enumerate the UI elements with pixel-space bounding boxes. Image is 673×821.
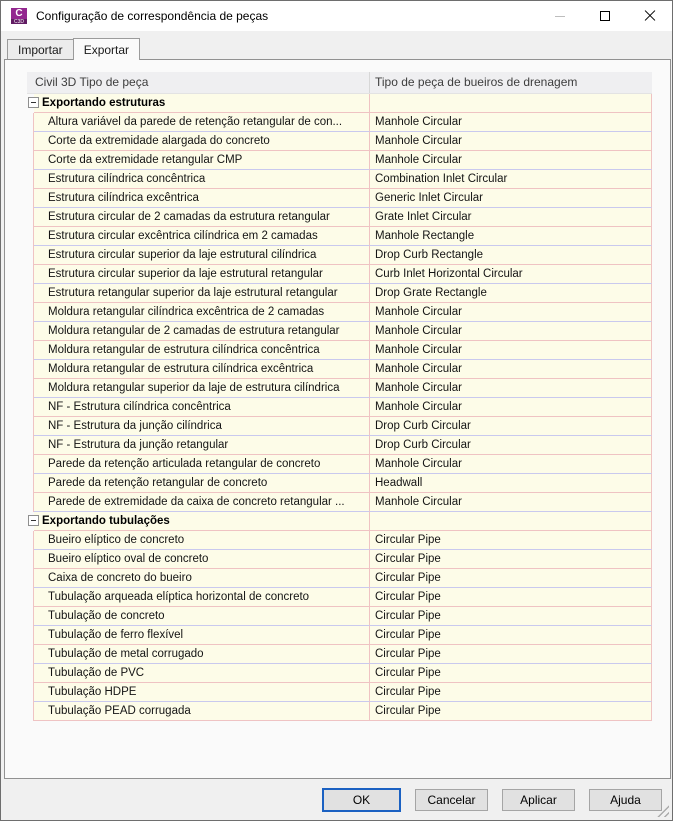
row-gutter: [27, 436, 34, 455]
part-row[interactable]: [27, 227, 652, 246]
group-label-cell: Exportando estruturas: [34, 94, 370, 113]
part-row[interactable]: [27, 569, 652, 588]
part-cell[interactable]: Parede da retenção retangular de concreto: [34, 474, 370, 493]
type-cell[interactable]: Manhole Circular: [370, 398, 652, 417]
type-cell[interactable]: Circular Pipe: [370, 626, 652, 645]
group-row[interactable]: [27, 512, 652, 531]
type-cell[interactable]: Circular Pipe: [370, 607, 652, 626]
collapse-toggle-icon[interactable]: [28, 515, 39, 526]
window-title: Configuração de correspondência de peças: [36, 9, 269, 23]
column-header-civil3d-part-type[interactable]: Civil 3D Tipo de peça: [27, 72, 370, 93]
close-icon: [644, 10, 656, 22]
row-gutter: [27, 664, 34, 683]
part-row[interactable]: [27, 322, 652, 341]
row-gutter: [27, 132, 34, 151]
row-gutter: [27, 683, 34, 702]
part-row[interactable]: [27, 417, 652, 436]
row-gutter: [27, 322, 34, 341]
group-row[interactable]: [27, 94, 652, 113]
part-row[interactable]: [27, 607, 652, 626]
row-gutter: [27, 151, 34, 170]
part-row[interactable]: [27, 531, 652, 550]
part-cell[interactable]: Moldura retangular de 2 camadas de estrutura retangular: [34, 322, 370, 341]
part-cell[interactable]: Tubulação de metal corrugado: [34, 645, 370, 664]
civil3d-app-icon: [11, 8, 27, 24]
type-cell[interactable]: Circular Pipe: [370, 569, 652, 588]
grid-body: [27, 94, 652, 721]
part-row[interactable]: [27, 132, 652, 151]
collapse-toggle-icon[interactable]: [28, 97, 39, 108]
type-cell[interactable]: Circular Pipe: [370, 588, 652, 607]
part-row[interactable]: [27, 398, 652, 417]
type-cell[interactable]: Drop Curb Circular: [370, 436, 652, 455]
part-row[interactable]: [27, 246, 652, 265]
tab-importar[interactable]: Importar: [7, 39, 74, 59]
type-cell[interactable]: Manhole Circular: [370, 303, 652, 322]
row-gutter: [27, 360, 34, 379]
row-gutter: [27, 170, 34, 189]
type-cell[interactable]: Drop Curb Circular: [370, 417, 652, 436]
dialog-footer: [1, 780, 672, 820]
grid-header: [27, 72, 652, 94]
part-cell[interactable]: Tubulação de concreto: [34, 607, 370, 626]
part-row[interactable]: [27, 189, 652, 208]
row-gutter: [27, 284, 34, 303]
group-empty-cell: [370, 94, 652, 113]
minimize-icon: [555, 16, 565, 17]
row-gutter: [27, 474, 34, 493]
tab-exportar[interactable]: Exportar: [73, 38, 140, 60]
part-cell[interactable]: Parede da retenção articulada retangular de concreto: [34, 455, 370, 474]
row-gutter: [27, 645, 34, 664]
part-cell[interactable]: Parede de extremidade da caixa de concreto retangular ...: [34, 493, 370, 512]
part-cell[interactable]: Moldura retangular cilíndrica excêntrica de 2 camadas: [34, 303, 370, 322]
group-label-cell: Exportando tubulações: [34, 512, 370, 531]
part-cell[interactable]: Estrutura circular de 2 camadas da estrutura retangular: [34, 208, 370, 227]
row-gutter: [27, 303, 34, 322]
part-row[interactable]: [27, 683, 652, 702]
apply-button[interactable]: Aplicar: [502, 789, 575, 811]
part-cell[interactable]: NF - Estrutura da junção cilíndrica: [34, 417, 370, 436]
type-cell[interactable]: Manhole Circular: [370, 151, 652, 170]
type-cell[interactable]: Manhole Circular: [370, 113, 652, 132]
part-cell[interactable]: Altura variável da parede de retenção retangular de con...: [34, 113, 370, 132]
row-gutter: [27, 626, 34, 645]
part-row[interactable]: [27, 455, 652, 474]
type-cell[interactable]: Manhole Circular: [370, 132, 652, 151]
close-button[interactable]: [627, 1, 672, 31]
type-cell[interactable]: Circular Pipe: [370, 531, 652, 550]
row-gutter: [27, 569, 34, 588]
row-gutter: [27, 417, 34, 436]
part-row[interactable]: [27, 303, 652, 322]
row-gutter: [27, 398, 34, 417]
type-cell[interactable]: Headwall: [370, 474, 652, 493]
type-cell[interactable]: Combination Inlet Circular: [370, 170, 652, 189]
part-cell[interactable]: Estrutura circular superior da laje estrutural cilíndrica: [34, 246, 370, 265]
help-button[interactable]: Ajuda: [589, 789, 662, 811]
type-cell[interactable]: Circular Pipe: [370, 550, 652, 569]
part-row[interactable]: [27, 550, 652, 569]
type-cell[interactable]: Manhole Circular: [370, 493, 652, 512]
cancel-button[interactable]: Cancelar: [415, 789, 488, 811]
row-gutter: [27, 607, 34, 626]
part-row[interactable]: [27, 474, 652, 493]
type-cell[interactable]: Drop Grate Rectangle: [370, 284, 652, 303]
part-cell[interactable]: Corte da extremidade retangular CMP: [34, 151, 370, 170]
row-gutter: [27, 455, 34, 474]
part-cell[interactable]: Tubulação de PVC: [34, 664, 370, 683]
row-gutter: [27, 550, 34, 569]
part-row[interactable]: [27, 664, 652, 683]
part-row[interactable]: [27, 113, 652, 132]
type-cell[interactable]: Generic Inlet Circular: [370, 189, 652, 208]
type-cell[interactable]: Manhole Circular: [370, 322, 652, 341]
maximize-icon: [600, 11, 610, 21]
row-gutter: [27, 531, 34, 550]
part-row[interactable]: [27, 626, 652, 645]
title-bar: [1, 1, 672, 31]
type-cell[interactable]: Manhole Circular: [370, 455, 652, 474]
part-row[interactable]: [27, 265, 652, 284]
part-row[interactable]: [27, 493, 652, 512]
row-gutter: [27, 341, 34, 360]
type-cell[interactable]: Manhole Rectangle: [370, 227, 652, 246]
part-cell[interactable]: Estrutura retangular superior da laje estrutural retangular: [34, 284, 370, 303]
part-row[interactable]: [27, 379, 652, 398]
ok-button[interactable]: OK: [322, 788, 401, 812]
part-cell[interactable]: Bueiro elíptico de concreto: [34, 531, 370, 550]
part-row[interactable]: [27, 284, 652, 303]
type-cell[interactable]: Drop Curb Rectangle: [370, 246, 652, 265]
row-gutter: [27, 588, 34, 607]
row-gutter: [27, 189, 34, 208]
part-cell[interactable]: Moldura retangular de estrutura cilíndrica concêntrica: [34, 341, 370, 360]
row-gutter: [27, 227, 34, 246]
part-cell[interactable]: Tubulação HDPE: [34, 683, 370, 702]
part-row[interactable]: [27, 208, 652, 227]
type-cell[interactable]: Circular Pipe: [370, 664, 652, 683]
app-icon-badge: C3D: [11, 19, 27, 24]
part-cell[interactable]: NF - Estrutura da junção retangular: [34, 436, 370, 455]
export-tab-page: [4, 59, 671, 779]
part-cell[interactable]: Moldura retangular de estrutura cilíndrica excêntrica: [34, 360, 370, 379]
part-cell[interactable]: Estrutura circular excêntrica cilíndrica em 2 camadas: [34, 227, 370, 246]
maximize-button[interactable]: [582, 1, 627, 31]
row-gutter: [27, 246, 34, 265]
row-gutter: [27, 702, 34, 721]
part-cell[interactable]: Corte da extremidade alargada do concreto: [34, 132, 370, 151]
tab-strip: [7, 38, 139, 59]
type-cell[interactable]: Grate Inlet Circular: [370, 208, 652, 227]
type-cell[interactable]: Circular Pipe: [370, 683, 652, 702]
row-gutter: [27, 493, 34, 512]
part-row[interactable]: [27, 360, 652, 379]
part-row[interactable]: [27, 588, 652, 607]
row-gutter: [27, 265, 34, 284]
part-cell[interactable]: Estrutura cilíndrica excêntrica: [34, 189, 370, 208]
type-cell[interactable]: Manhole Circular: [370, 360, 652, 379]
type-cell[interactable]: Manhole Circular: [370, 341, 652, 360]
minimize-button[interactable]: [537, 1, 582, 31]
part-matching-grid: [27, 72, 652, 721]
part-cell[interactable]: Tubulação arqueada elíptica horizontal de concreto: [34, 588, 370, 607]
type-cell[interactable]: Curb Inlet Horizontal Circular: [370, 265, 652, 284]
type-cell[interactable]: Circular Pipe: [370, 645, 652, 664]
part-row[interactable]: [27, 151, 652, 170]
type-cell[interactable]: Circular Pipe: [370, 702, 652, 721]
part-cell[interactable]: Estrutura cilíndrica concêntrica: [34, 170, 370, 189]
window-controls: [537, 1, 672, 31]
part-cell[interactable]: Tubulação PEAD corrugada: [34, 702, 370, 721]
part-cell[interactable]: Estrutura circular superior da laje estrutural retangular: [34, 265, 370, 284]
part-cell[interactable]: Tubulação de ferro flexível: [34, 626, 370, 645]
group-empty-cell: [370, 512, 652, 531]
row-gutter: [27, 113, 34, 132]
part-cell[interactable]: Moldura retangular superior da laje de estrutura cilíndrica: [34, 379, 370, 398]
part-row[interactable]: [27, 645, 652, 664]
type-cell[interactable]: Manhole Circular: [370, 379, 652, 398]
part-row[interactable]: [27, 341, 652, 360]
part-cell[interactable]: NF - Estrutura cilíndrica concêntrica: [34, 398, 370, 417]
part-row[interactable]: [27, 170, 652, 189]
row-gutter: [27, 208, 34, 227]
part-row[interactable]: [27, 702, 652, 721]
part-row[interactable]: [27, 436, 652, 455]
column-header-drainage-part-type[interactable]: Tipo de peça de bueiros de drenagem: [375, 75, 578, 89]
row-gutter: [27, 379, 34, 398]
part-cell[interactable]: Bueiro elíptico oval de concreto: [34, 550, 370, 569]
part-cell[interactable]: Caixa de concreto do bueiro: [34, 569, 370, 588]
app-icon-letter: C: [11, 8, 27, 19]
